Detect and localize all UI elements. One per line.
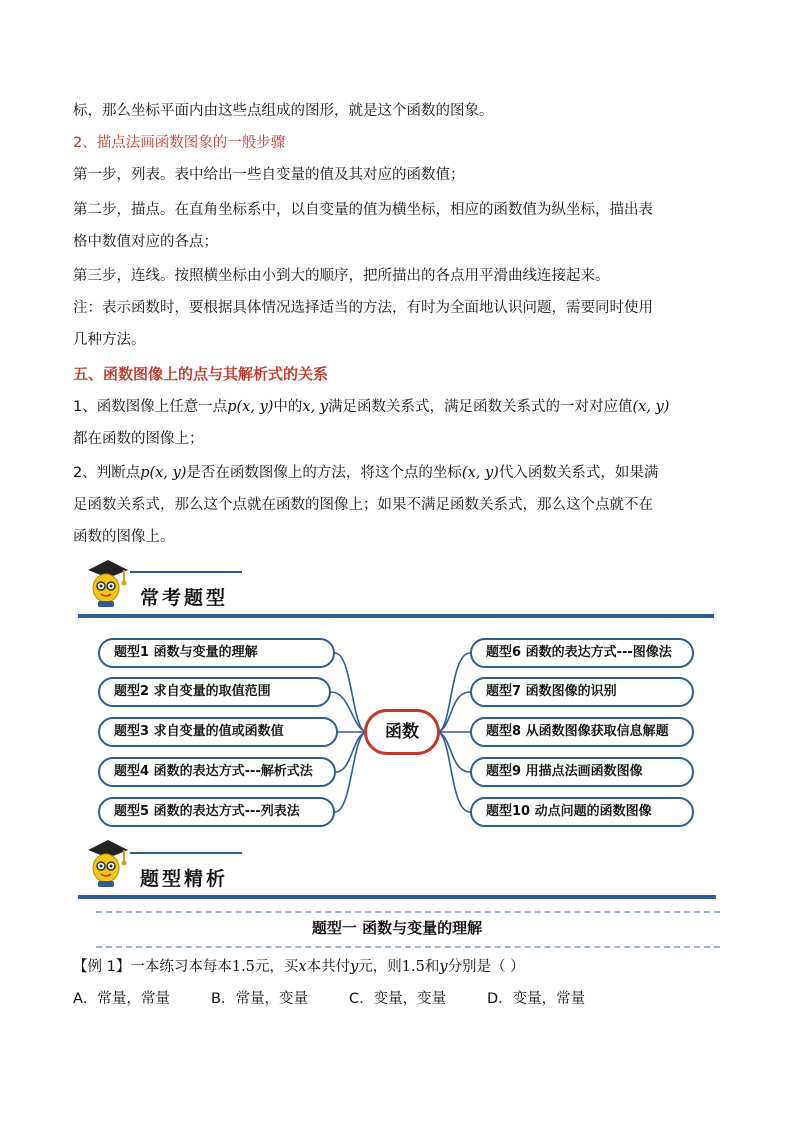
mindmap-node-type-4: 题型4 函数的表达方式---解析式法 — [98, 757, 336, 787]
mindmap-node-type-5: 题型5 函数的表达方式---列表法 — [98, 797, 335, 827]
example-question: 【例 1】一本练习本每本1.5元，买x本共付y元，则1.5和y分别是（ ） — [73, 959, 525, 975]
mindmap-node-type-1: 题型1 函数与变量的理解 — [98, 638, 335, 668]
relation-2-end: 函数的图像上。 — [73, 529, 175, 545]
paragraph-line: 标，那么坐标平面内由这些点组成的图形，就是这个函数的图象。 — [73, 103, 494, 119]
mindmap-node-type-10: 题型10 动点问题的函数图像 — [470, 797, 694, 827]
option-d: D．变量，常量 — [487, 991, 586, 1007]
option-a: A．常量，常量 — [73, 991, 170, 1007]
note: 注：表示函数时，要根据具体情况选择适当的方法，有时为全面地认识问题，需要同时使用 — [73, 300, 653, 316]
dashed-divider — [96, 946, 720, 948]
mindmap-node-type-6: 题型6 函数的表达方式---图像法 — [470, 638, 694, 668]
relation-1: 1、函数图像上任意一点p(x, y)中的x, y满足函数关系式，满足函数关系式的一对对应值(x, y) — [73, 399, 670, 415]
section-title: 题型一 函数与变量的理解 — [311, 919, 483, 937]
relation-2: 2、判断点p(x, y)是否在函数图像上的方法，将这个点的坐标(x, y)代入函数关系式，如果满 — [73, 465, 659, 481]
step-3: 第三步，连线。按照横坐标由小到大的顺序，把所描出的各点用平滑曲线连接起来。 — [73, 268, 610, 284]
step-2-cont: 格中数值对应的各点； — [73, 234, 218, 250]
banner-common-types: 常考题型 — [140, 587, 229, 609]
mindmap-node-type-7: 题型7 函数图像的识别 — [470, 677, 694, 707]
dashed-divider — [96, 911, 720, 913]
note-cont: 几种方法。 — [73, 332, 146, 348]
section-heading: 五、函数图像上的点与其解析式的关系 — [73, 365, 329, 383]
banner-analysis: 题型精析 — [140, 868, 229, 890]
mindmap-node-type-8: 题型8 从函数图像获取信息解题 — [470, 717, 694, 747]
mindmap-node-type-2: 题型2 求自变量的取值范围 — [98, 677, 331, 707]
mascot-icon — [84, 836, 130, 892]
banner-rule-top — [130, 852, 242, 854]
subheading: 2、描点法画函数图象的一般步骤 — [73, 135, 286, 151]
mindmap-node-type-9: 题型9 用描点法画函数图像 — [470, 757, 694, 787]
banner-rule — [78, 895, 716, 899]
step-2: 第二步，描点。在直角坐标系中，以自变量的值为横坐标，相应的函数值为纵坐标，描出表 — [73, 202, 653, 218]
mindmap-node-type-3: 题型3 求自变量的值或函数值 — [98, 717, 338, 747]
example-options — [73, 989, 585, 1009]
option-b: B．常量，变量 — [211, 991, 308, 1007]
relation-2-cont: 足函数关系式，那么这个点就在函数的图像上；如果不满足函数关系式，那么这个点就不在 — [73, 497, 653, 513]
relation-1-cont: 都在函数的图像上； — [73, 431, 204, 447]
mindmap-center: 函数 — [364, 709, 440, 755]
option-c: C．变量，变量 — [349, 991, 447, 1007]
step-1: 第一步，列表。表中给出一些自变量的值及其对应的函数值； — [73, 167, 465, 183]
